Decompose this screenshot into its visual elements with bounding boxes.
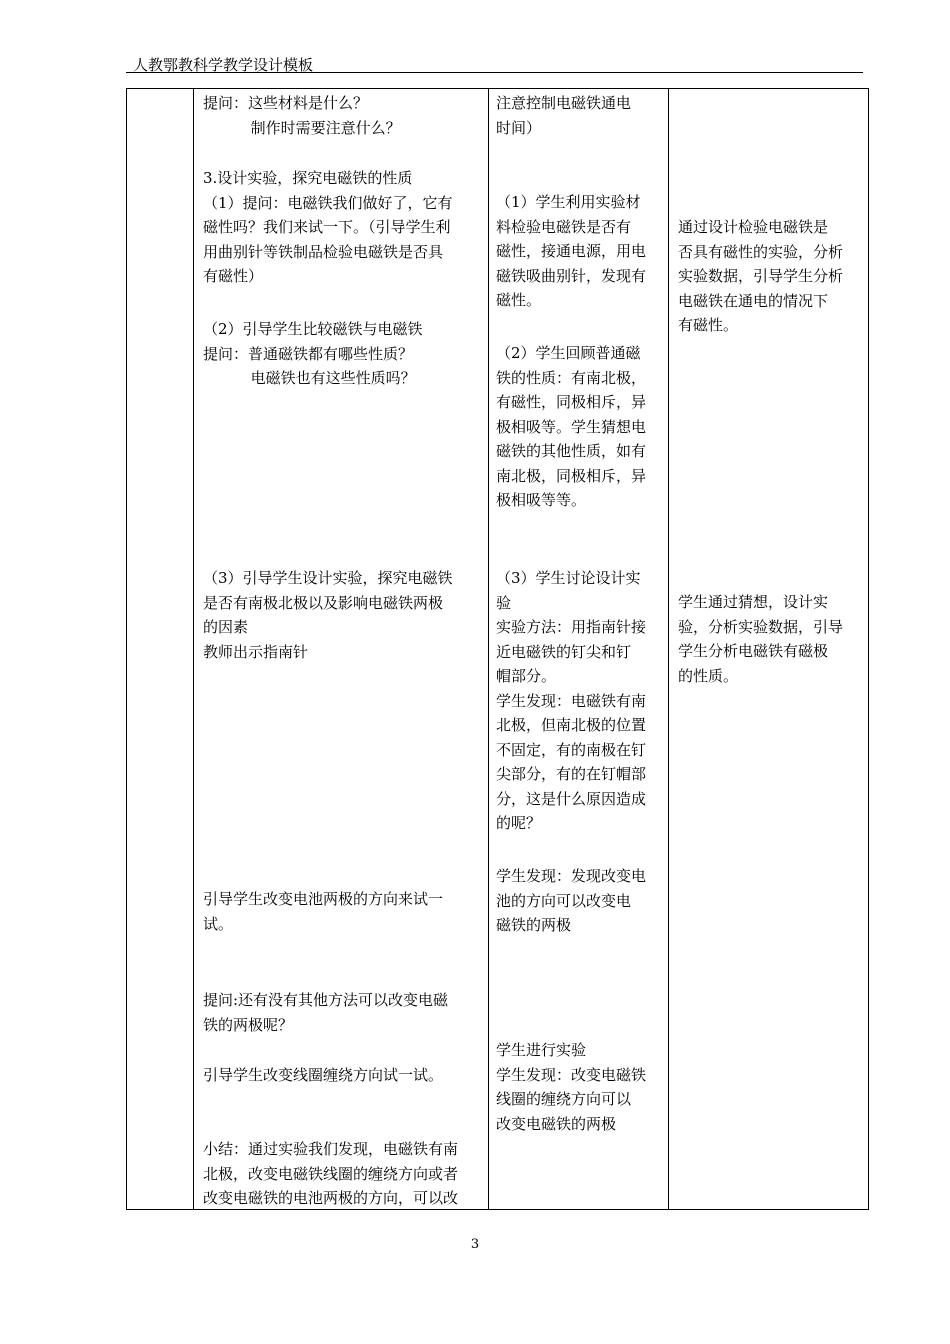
student-text-battery-finding: 学生发现：发现改变电 池的方向可以改变电 磁铁的两极	[496, 867, 647, 934]
teacher-text-coil-direction: 引导学生改变线圈缠绕方向试一试。	[203, 1066, 444, 1084]
teacher-text-question-materials: 提问：这些材料是什么？ 制作时需要注意什么？	[203, 94, 401, 137]
teacher-text-battery-direction: 引导学生改变电池两极的方向来试一 试。	[203, 890, 444, 933]
page-number: 3	[470, 1237, 480, 1252]
student-text-caution: 注意控制电磁铁通电 时间）	[496, 94, 632, 137]
column-divider-2	[488, 89, 489, 1209]
teacher-text-other-methods: 提问:还有没有其他方法可以改变电磁 铁的两极呢？	[203, 991, 449, 1034]
column-divider-3	[668, 89, 669, 1209]
lesson-table	[126, 88, 869, 1210]
teacher-text-design-experiment: 3.设计实验，探究电磁铁的性质 （1）提问：电磁铁我们做好了，它有 磁性吗？我们来试一下。（引导学生利 用曲别针等铁制品检验电磁铁是否具 有磁性）	[203, 169, 453, 285]
student-text-test-magnetism: （1）学生利用实验材 料检验电磁铁是否有 磁性，接通电源，用电 磁铁吸曲别针，发现有 磁性。	[496, 193, 647, 309]
teacher-text-poles-experiment: （3）引导学生设计实验，探究电磁铁 是否有南极北极以及影响电磁铁两极 的因素 教师出示指南针	[203, 569, 453, 661]
column-divider-1	[193, 89, 194, 1209]
intent-text-magnetism: 通过设计检验电磁铁是 否具有磁性的实验，分析 实验数据，引导学生分析 电磁铁在通电的情况下 有磁性。	[678, 218, 844, 334]
student-text-discuss-experiment: （3）学生讨论设计实 验 实验方法：用指南针接 近电磁铁的钉尖和钉 帽部分。 学生发现：电磁铁有南 北极，但南北极的位置 不固定，有的南极在钉 尖部分，有的在钉帽部 分，这是什么原因造成 的呢？	[496, 569, 647, 832]
student-text-coil-finding: 学生进行实验 学生发现：改变电磁铁 线圈的缠绕方向可以 改变电磁铁的两极	[496, 1041, 647, 1133]
teacher-text-summary: 小结：通过实验我们发现，电磁铁有南 北极，改变电磁铁线圈的缠绕方向或者 改变电磁铁的电池两极的方向，可以改	[203, 1140, 459, 1207]
header-rule	[126, 72, 863, 73]
teacher-text-compare-magnets: （2）引导学生比较磁铁与电磁铁 提问：普通磁铁都有哪些性质？ 电磁铁也有这些性质吗？	[203, 320, 423, 387]
document-header-title: 人教鄂教科学教学设计模板	[133, 56, 314, 74]
student-text-magnet-properties: （2）学生回顾普通磁 铁的性质：有南北极， 有磁性，同极相斥，异 极相吸等。学生猜想电 磁铁的其他性质，如有 南北极，同极相斥，异 极相吸等等。	[496, 344, 647, 509]
intent-text-poles: 学生通过猜想，设计实 验，分析实验数据，引导 学生分析电磁铁有磁极 的性质。	[678, 593, 844, 685]
